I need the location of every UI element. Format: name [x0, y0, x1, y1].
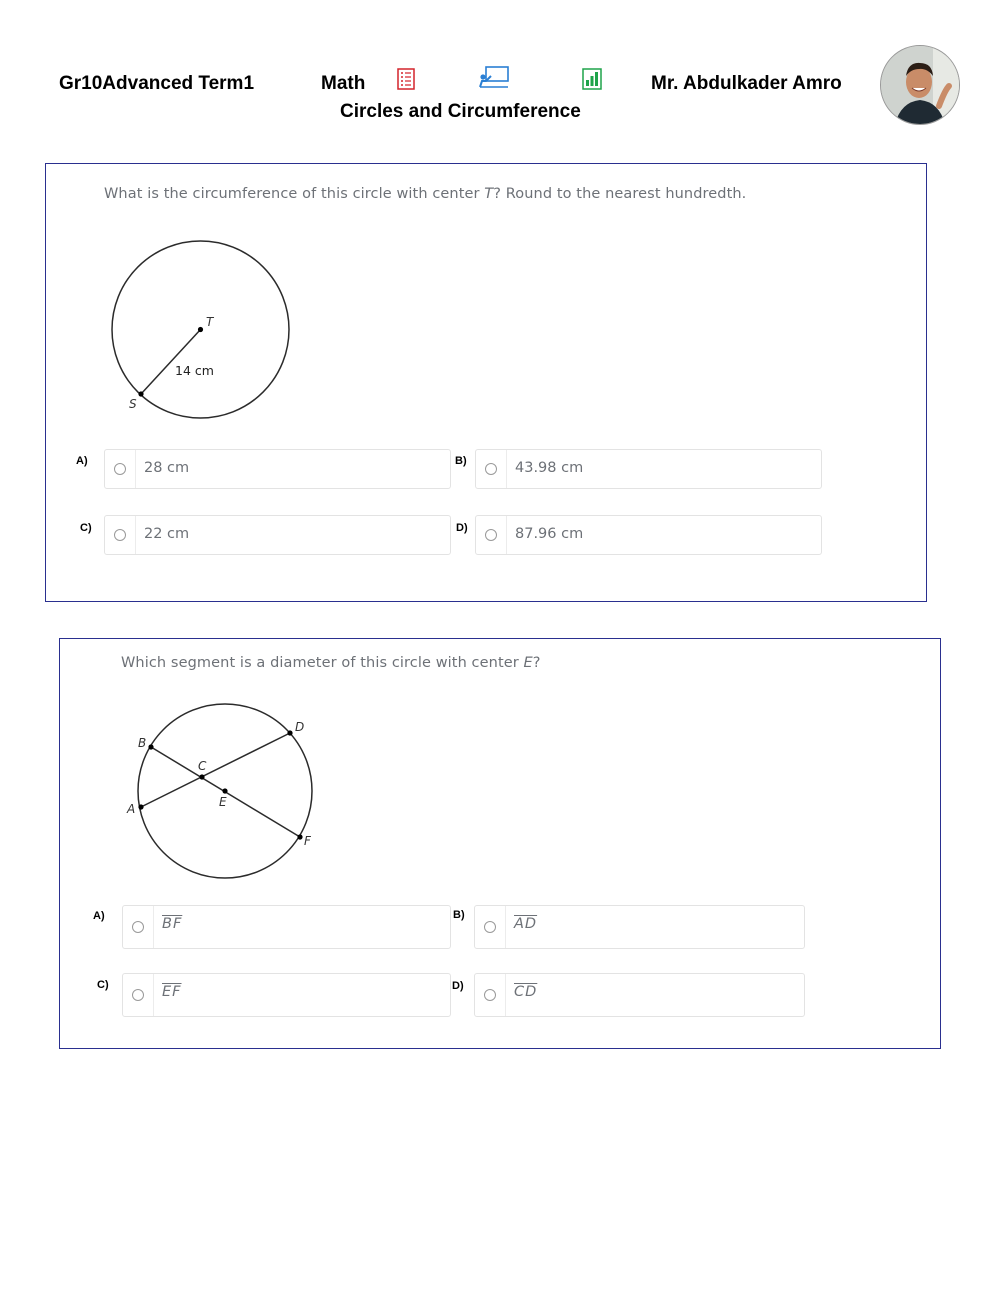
- point-s: [138, 391, 143, 396]
- point-d: [287, 730, 292, 735]
- option-b-letter: B): [453, 909, 465, 921]
- option-c-letter: C): [80, 522, 92, 534]
- option-a-letter: A): [93, 910, 105, 922]
- point-t: [198, 327, 203, 332]
- option-a-text: 28 cm: [144, 460, 190, 476]
- option-divider: [505, 974, 506, 1016]
- option-c[interactable]: [122, 973, 451, 1017]
- option-divider: [506, 516, 507, 554]
- label-b: B: [138, 736, 147, 750]
- option-d-letter: D): [452, 980, 464, 992]
- circle-t-diagram: [101, 232, 301, 427]
- option-c-text: $\overline{EF}$: [162, 984, 182, 1000]
- teacher-name: Mr. Abdulkader Amro: [651, 73, 842, 94]
- option-divider: [135, 516, 136, 554]
- radio-button[interactable]: [132, 921, 144, 933]
- option-a-letter: A): [76, 455, 88, 467]
- option-divider: [505, 906, 506, 948]
- option-divider: [153, 974, 154, 1016]
- option-b-text: 43.98 cm: [515, 460, 584, 476]
- label-t: T: [206, 315, 214, 329]
- radio-button[interactable]: [114, 463, 126, 475]
- circle-e-diagram: [120, 697, 330, 887]
- option-divider: [153, 906, 154, 948]
- option-d-text: $\overline{CD}$: [514, 984, 538, 1000]
- point-f: [297, 834, 302, 839]
- label-d: D: [295, 720, 305, 734]
- option-d[interactable]: [475, 515, 822, 555]
- label-a: A: [127, 802, 136, 816]
- radio-button[interactable]: [484, 921, 496, 933]
- option-b-text: $\overline{AD}$: [514, 916, 538, 932]
- label-e: E: [219, 795, 227, 809]
- option-c-text: 22 cm: [144, 526, 190, 542]
- question-1-prompt: What is the circumference of this circle with center T? Round to the nearest hundredth.: [104, 186, 747, 202]
- point-a: [138, 804, 143, 809]
- point-c: [199, 774, 204, 779]
- option-b[interactable]: [475, 449, 822, 489]
- option-a[interactable]: [122, 905, 451, 949]
- option-a-text: $\overline{BF}$: [162, 916, 183, 932]
- radius-label: 14 cm: [175, 363, 214, 378]
- checklist-icon: [397, 68, 415, 95]
- point-b: [148, 744, 153, 749]
- option-d[interactable]: [474, 973, 805, 1017]
- whiteboard-icon: [478, 66, 510, 93]
- radio-button[interactable]: [114, 529, 126, 541]
- option-divider: [506, 450, 507, 488]
- label-c: C: [198, 759, 207, 773]
- radio-button[interactable]: [485, 529, 497, 541]
- question-2-card: [59, 638, 941, 1049]
- option-b-letter: B): [455, 455, 467, 467]
- class-term-label: Gr10Advanced Term1: [59, 73, 255, 94]
- option-c-letter: C): [97, 979, 109, 991]
- option-c[interactable]: [104, 515, 451, 555]
- radio-button[interactable]: [132, 989, 144, 1001]
- bar-chart-icon: [582, 68, 602, 95]
- label-s: S: [129, 397, 137, 411]
- subject-label: Math: [321, 73, 366, 94]
- label-f: F: [304, 834, 311, 848]
- option-a[interactable]: [104, 449, 451, 489]
- option-b[interactable]: [474, 905, 805, 949]
- option-divider: [135, 450, 136, 488]
- radio-button[interactable]: [485, 463, 497, 475]
- topic-title: Circles and Circumference: [340, 101, 581, 122]
- point-e: [222, 788, 227, 793]
- radio-button[interactable]: [484, 989, 496, 1001]
- avatar: [880, 45, 960, 125]
- option-d-letter: D): [456, 522, 468, 534]
- question-1-card: [45, 163, 927, 602]
- option-d-text: 87.96 cm: [515, 526, 584, 542]
- question-2-prompt: Which segment is a diameter of this circle with center E?: [121, 655, 541, 671]
